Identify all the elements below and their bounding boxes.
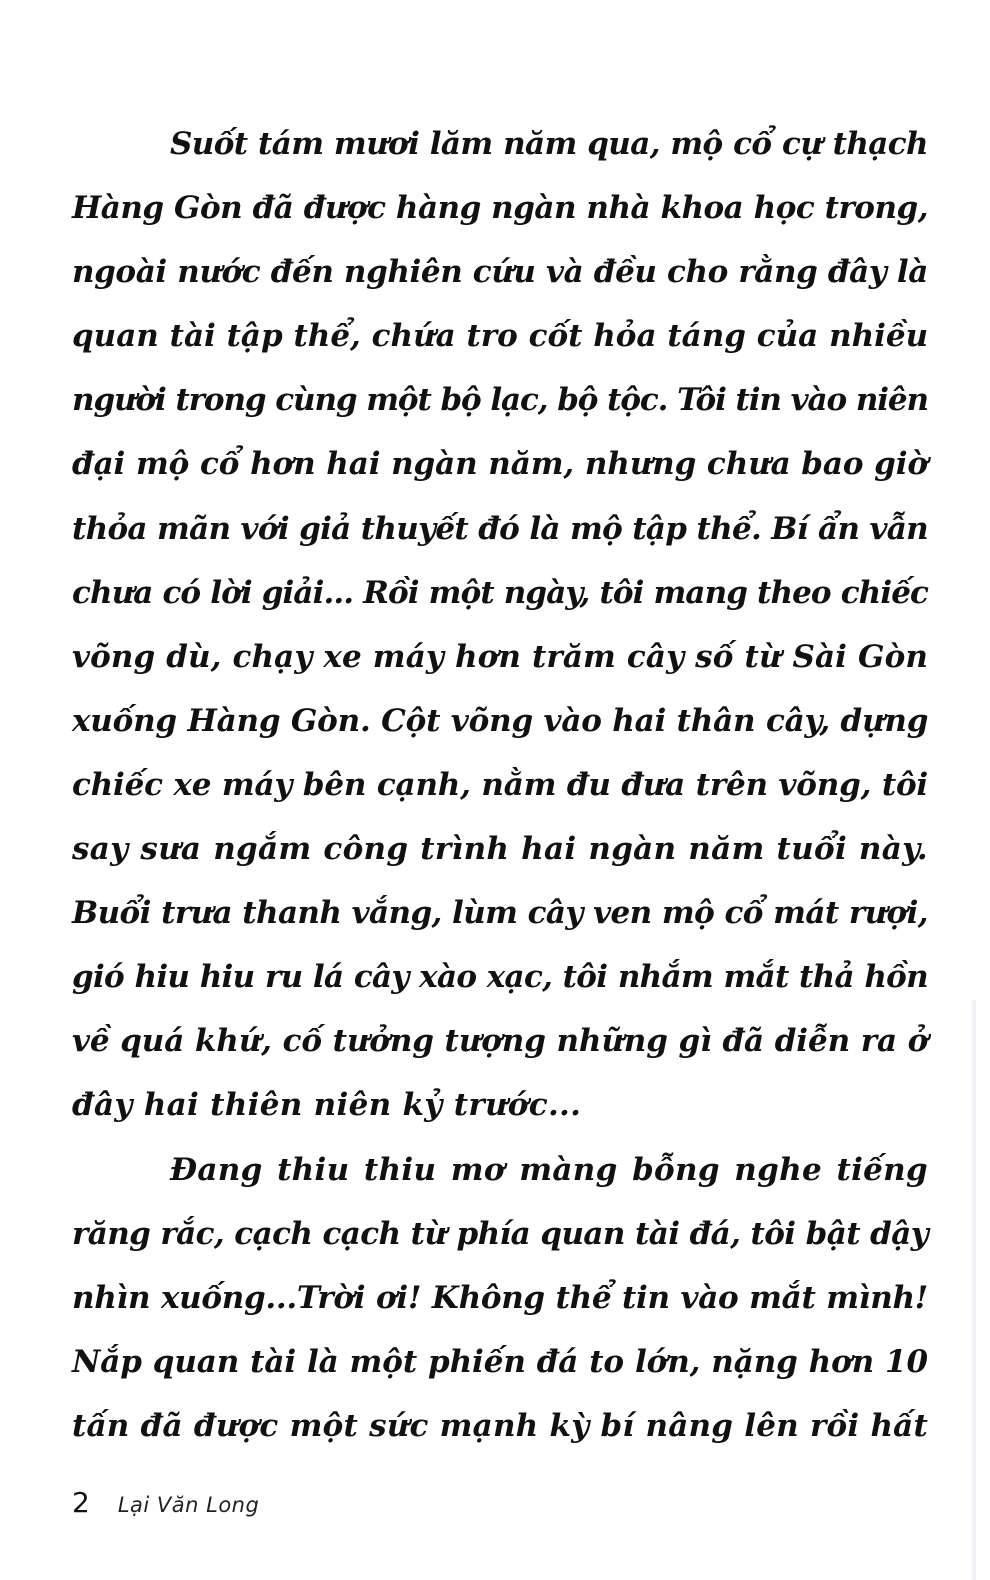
text-line: gió hiu hiu ru lá cây xào xạc, tôi nhắm mắt thả hồn: [72, 959, 928, 996]
body-text: [72, 112, 928, 1458]
text-line: xuống Hàng Gòn. Cột võng vào hai thân cây, dựng: [72, 702, 929, 739]
text-line: thỏa mãn với giả thuyết đó là mộ tập thể. Bí ẩn vẫn: [72, 510, 928, 547]
text-line: chưa có lời giải... Rồi một ngày, tôi mang theo chiếc: [72, 574, 928, 611]
text-line: say sưa ngắm công trình hai ngàn năm tuổi này.: [72, 831, 928, 868]
text-line: chiếc xe máy bên cạnh, nằm đu đưa trên võng, tôi: [72, 766, 928, 803]
text-line: đây hai thiên niên kỷ trước...: [72, 1087, 582, 1124]
text-line: về quá khứ, cố tưởng tượng những gì đã diễn ra ở: [72, 1023, 929, 1060]
text-line: võng dù, chạy xe máy hơn trăm cây số từ Sài Gòn: [72, 638, 928, 675]
text-line: tấn đã được một sức mạnh kỳ bí nâng lên rồi hất: [72, 1407, 928, 1444]
text-line: Hàng Gòn đã được hàng ngàn nhà khoa học trong,: [72, 190, 928, 227]
text-line: răng rắc, cạch cạch từ phía quan tài đá, tôi bật dậy: [72, 1215, 929, 1252]
page-footer: [72, 1486, 259, 1522]
text-line: đại mộ cổ hơn hai ngàn năm, nhưng chưa bao giờ: [72, 446, 928, 483]
text-line: Nắp quan tài là một phiến đá to lớn, nặng hơn 10: [72, 1343, 928, 1380]
text-line: quan tài tập thể, chứa tro cốt hỏa táng của nhiều: [72, 318, 929, 355]
text-line: nhìn xuống...Trời ơi! Không thể tin vào mắt mình!: [72, 1279, 928, 1316]
text-line: Suốt tám mươi lăm năm qua, mộ cổ cự thạch: [170, 126, 928, 162]
text-line: người trong cùng một bộ lạc, bộ tộc. Tôi tin vào niên: [72, 382, 928, 419]
page-number: 2: [72, 1486, 90, 1519]
text-line: Đang thiu thiu mơ màng bỗng nghe tiếng: [170, 1151, 928, 1188]
text-line: Buổi trưa thanh vắng, lùm cây ven mộ cổ mát rượi,: [72, 895, 928, 932]
text-line: ngoài nước đến nghiên cứu và đều cho rằng đây là: [72, 254, 928, 291]
page-edge-shadow: [972, 1000, 976, 1580]
running-author: Lại Văn Long: [117, 1493, 260, 1517]
